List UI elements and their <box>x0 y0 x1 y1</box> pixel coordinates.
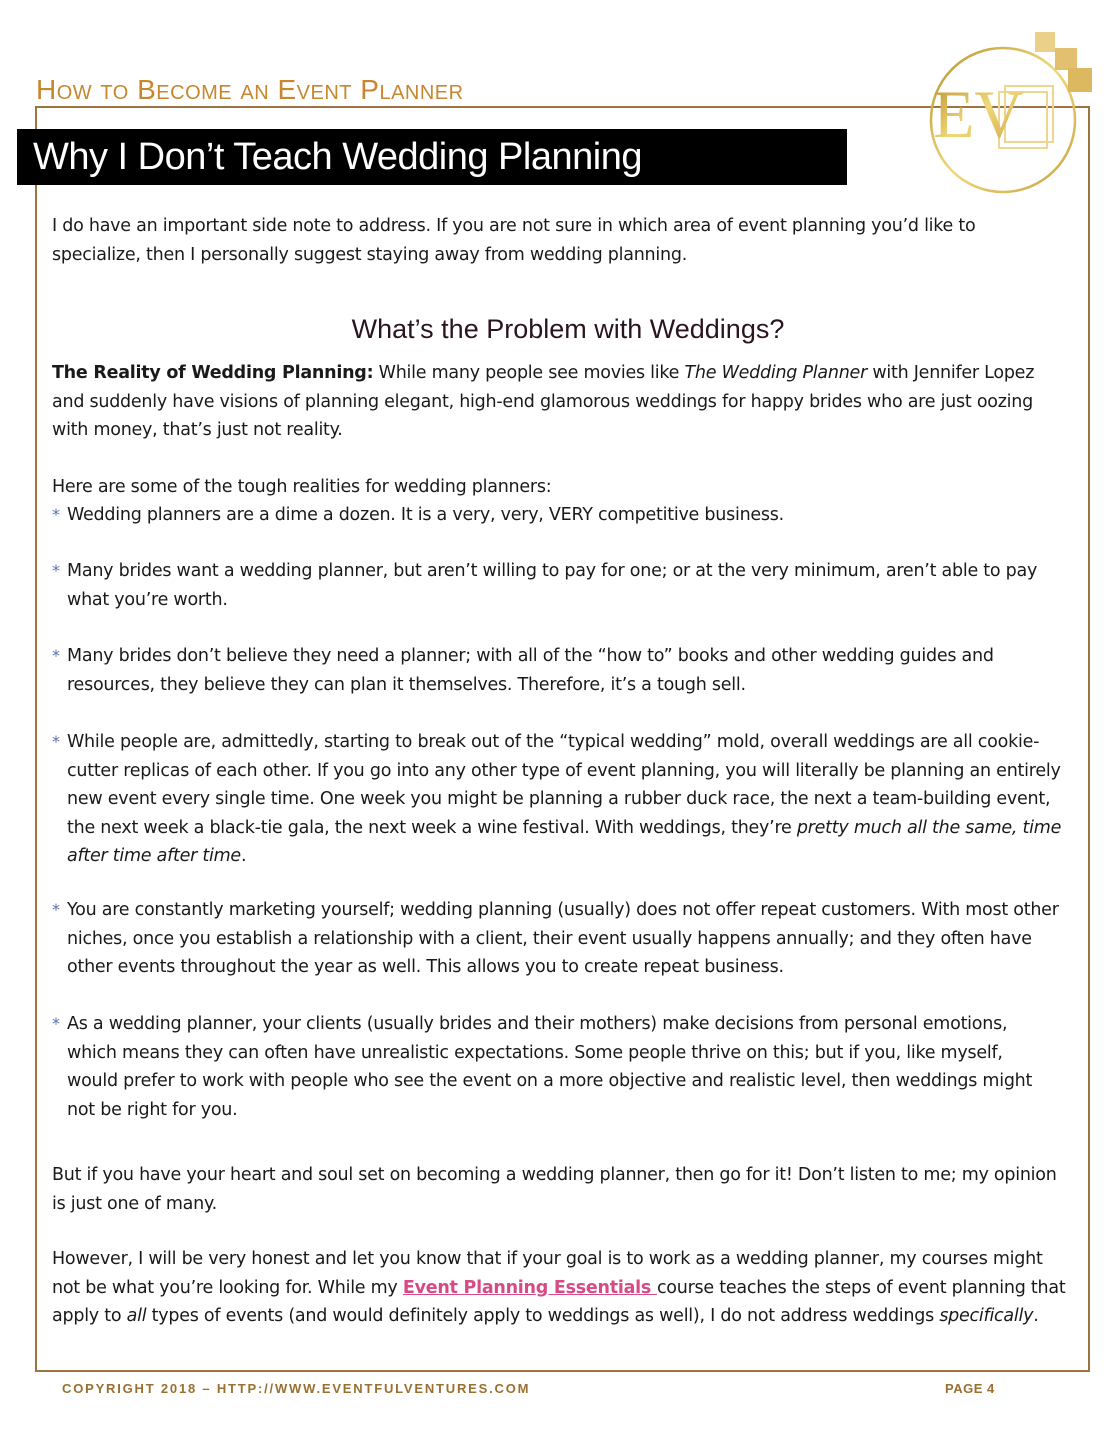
section-title-bar <box>17 129 847 185</box>
subheading: What’s the Problem with Weddings? <box>351 314 785 344</box>
reality-text: While many people see movies like <box>373 363 685 383</box>
emphasis-all: all <box>126 1306 147 1326</box>
closing-text: However, I will be very honest and let you know that if your goal is to work as a wedding planner, my courses might not be what you’re looking for. While my <box>52 1249 1043 1298</box>
list-item-text: As a wedding planner, your clients (usually brides and their mothers) make decisions from personal emotions, which means they can often have unrealistic expectations. Some people thrive on this; but if you, like myself, would prefer to work with people who see the event on a more objective and realistic level, then weddings might not be right for you. <box>67 1014 1033 1120</box>
list-item <box>52 728 1077 871</box>
reality-label: The Reality of Wedding Planning: <box>52 363 374 383</box>
list-item-text: Many brides want a wedding planner, but aren’t willing to pay for one; or at the very minimum, aren’t able to pay what you’re worth. <box>67 561 1038 610</box>
closing-text-cont: course teaches the steps of event planning that apply to <box>52 1277 1066 1326</box>
footer-page-number: PAGE 4 <box>945 1381 995 1396</box>
section-title: Why I Don’t Teach Wedding Planning <box>33 136 642 178</box>
list-item <box>52 896 1060 982</box>
list-item-text: You are constantly marketing yourself; wedding planning (usually) does not offer repeat customers. With most other niches, once you establish a relationship with a client, their event usually happens annually; and they often have other events throughout the year as well. This allows you to create repeat business. <box>67 900 1059 977</box>
list-item <box>52 557 1077 614</box>
list-intro: Here are some of the tough realities for wedding planners: <box>52 477 552 497</box>
closing-text-cont-2: types of events (and would definitely apply to weddings as well), I do not address weddings <box>146 1306 940 1326</box>
logo-letters: EV <box>933 76 1024 152</box>
emphasis-specifically: specifically <box>939 1306 1034 1326</box>
event-planning-essentials-link[interactable]: Event Planning Essentials <box>402 1277 657 1298</box>
list-item-text: Wedding planners are a dime a dozen. It is a very, very, VERY competitive business. <box>67 505 784 525</box>
asterisk-bullet-icon: * <box>52 646 60 665</box>
list-item-emphasis: pretty much all the same, time after time after time <box>67 817 1062 866</box>
intro-line-1: I do have an important side note to address. If you are not sure in which area of event planning you’d like to <box>52 216 976 236</box>
footer-copyright: COPYRIGHT 2018 – HTTP://WWW.EVENTFULVENTURES.COM <box>62 1381 531 1396</box>
running-title: How to Become an Event Planner <box>36 74 464 105</box>
list-item-text: Many brides don’t believe they need a planner; with all of the “how to” books and other wedding guides and resources, they believe they can plan it themselves. Therefore, it’s a tough sell. <box>67 646 994 695</box>
reality-text-cont: with Jennifer Lopez and suddenly have visions of planning elegant, high-end glamorous weddings for happy brides who are just oozing with money, that’s just not reality. <box>52 363 1035 440</box>
asterisk-bullet-icon: * <box>52 505 60 524</box>
intro-paragraph <box>52 212 1082 269</box>
list-item <box>52 642 1062 699</box>
intro-line-2: specialize, then I personally suggest staying away from wedding planning. <box>52 244 688 265</box>
asterisk-bullet-icon: * <box>52 1014 60 1033</box>
ev-logo-icon <box>925 30 1095 195</box>
list-item <box>52 1010 1052 1124</box>
closing-period: . <box>1033 1306 1039 1326</box>
closing-paragraph-1: But if you have your heart and soul set on becoming a wedding planner, then go for it! Don’t listen to me; my opinion is just one of many. <box>52 1165 1057 1214</box>
asterisk-bullet-icon: * <box>52 561 60 580</box>
list-item-text: While people are, admittedly, starting to break out of the “typical wedding” mold, overall weddings are all cookie-cutter replicas of each other. If you go into any other type of event planning, you will literally be planning an entirely new event every single time. One week you might be planning a rubber duck race, the next a team-building event, the next week a black-tie gala, the next week a wine festival. With weddings, they’re <box>67 732 1061 838</box>
asterisk-bullet-icon: * <box>52 732 60 751</box>
list-item <box>52 501 1082 530</box>
closing-paragraph-2 <box>52 1245 1072 1331</box>
movie-title: The Wedding Planner <box>684 363 868 383</box>
reality-paragraph <box>52 359 1062 445</box>
list-item-tail: . <box>240 846 247 866</box>
asterisk-bullet-icon: * <box>52 900 60 919</box>
